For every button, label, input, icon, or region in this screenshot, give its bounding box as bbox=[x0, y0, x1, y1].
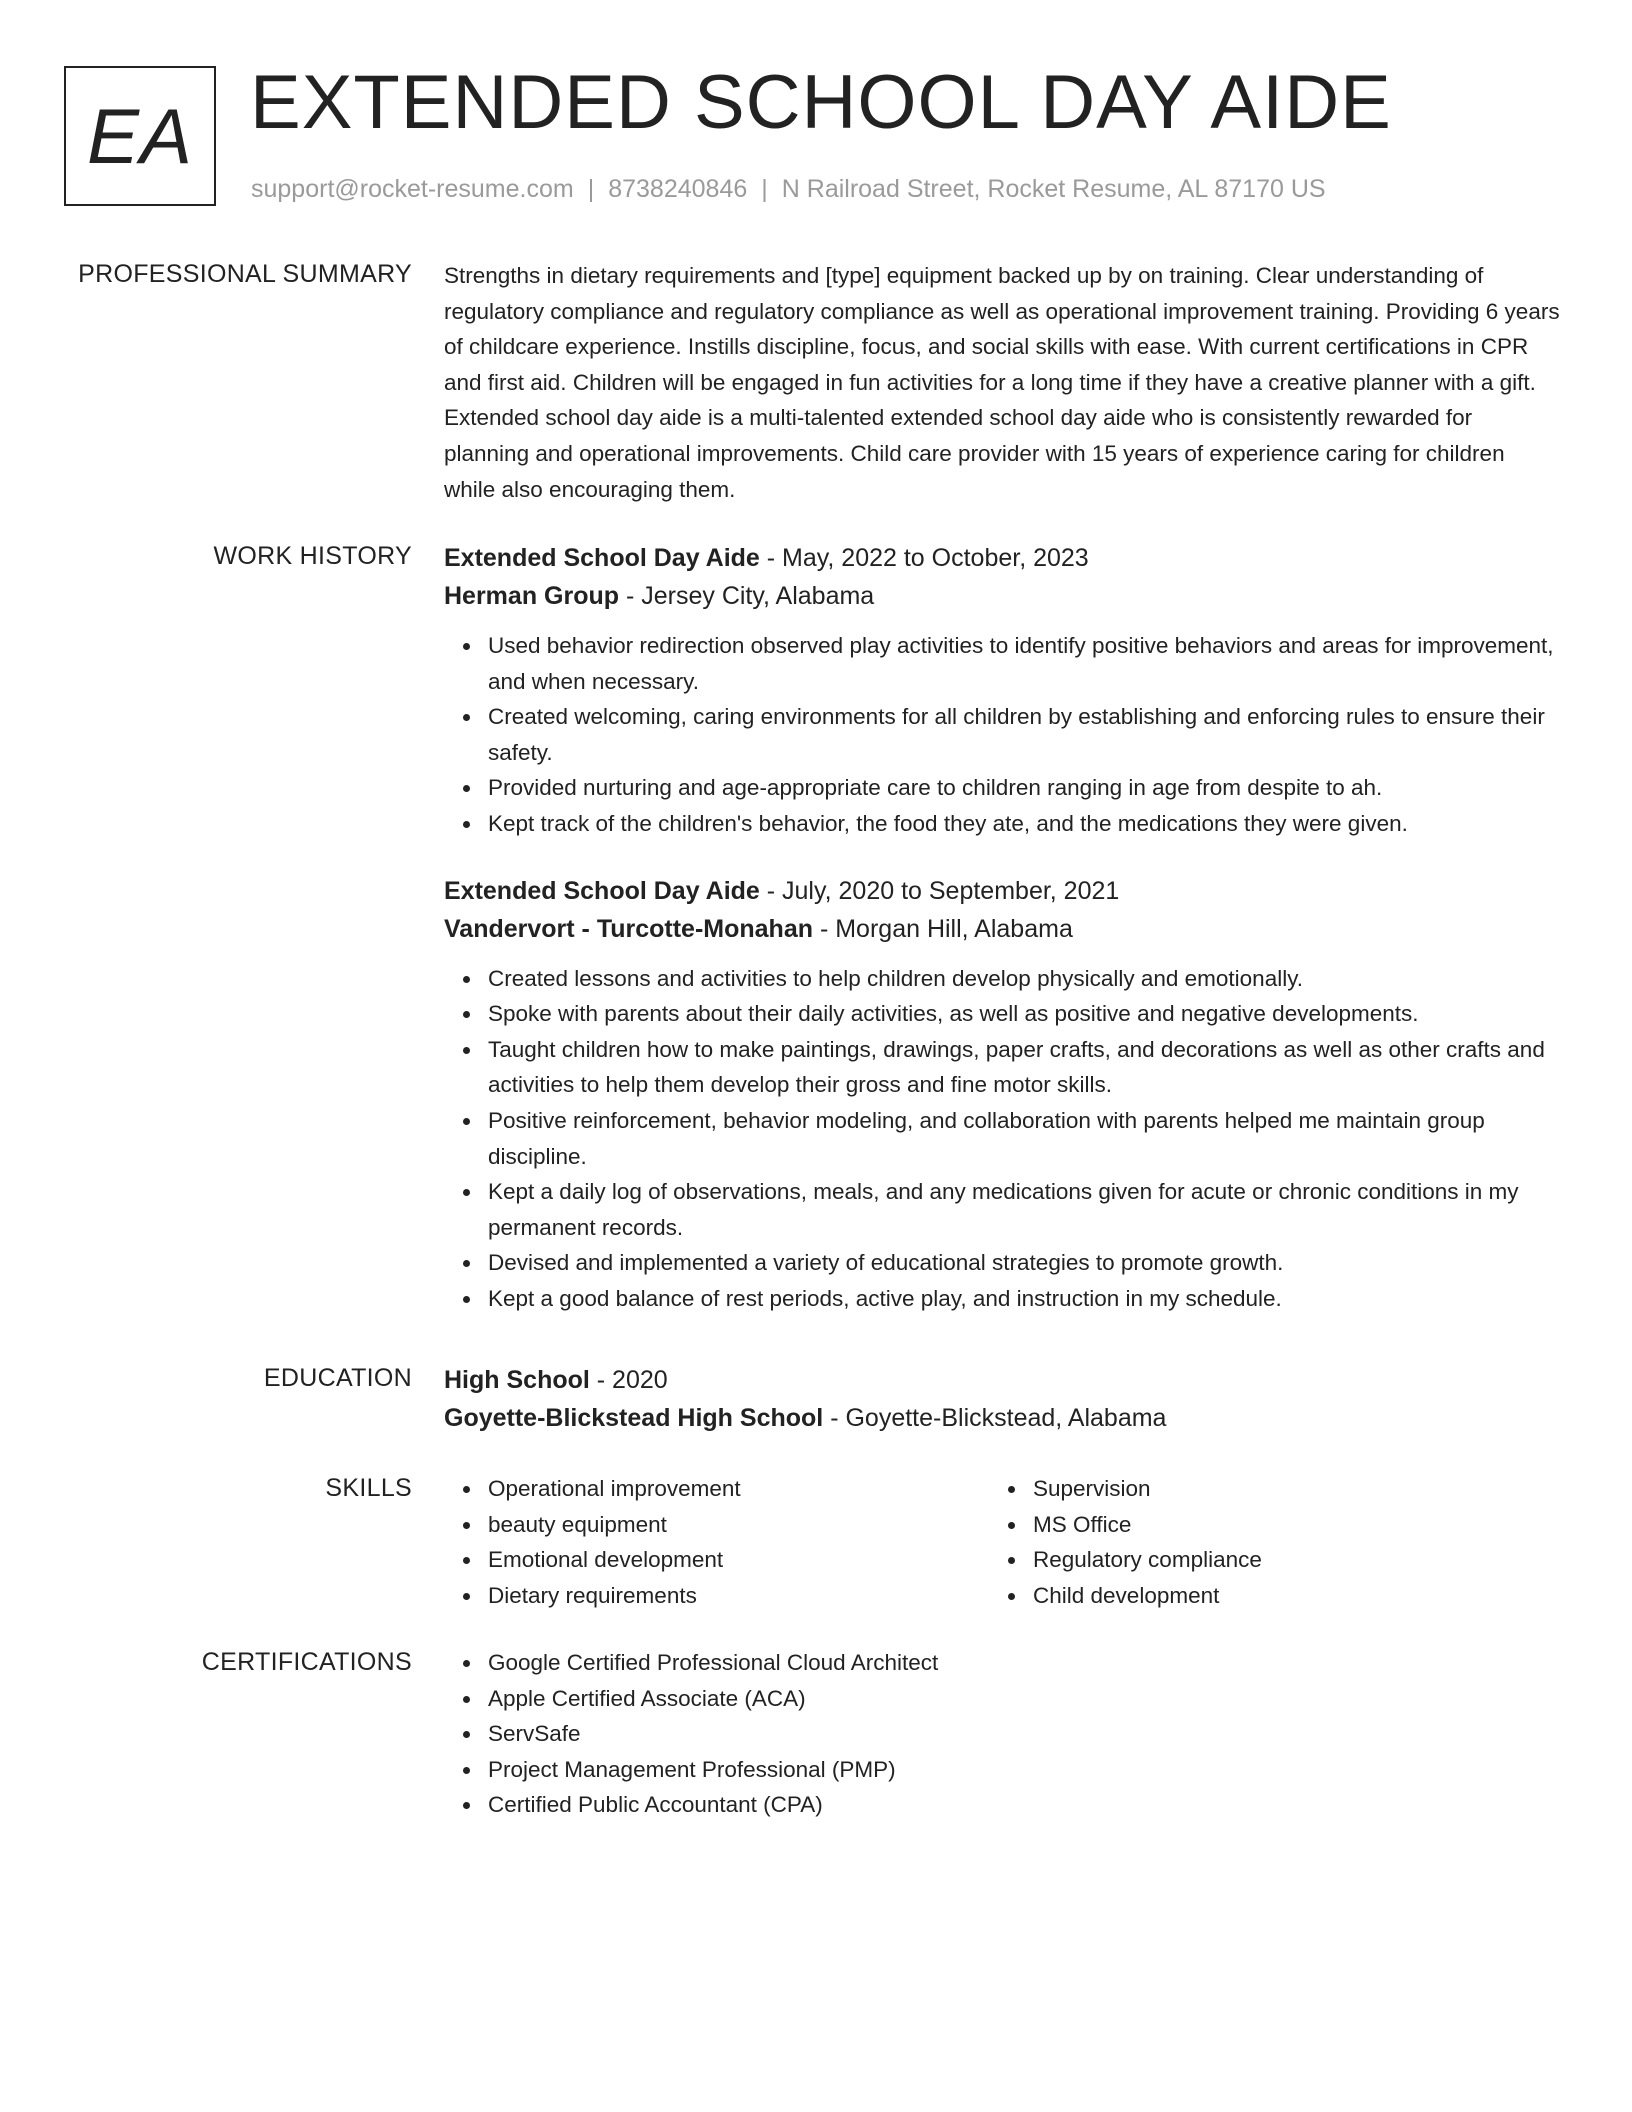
skill-item: Regulatory compliance bbox=[1033, 1542, 1534, 1578]
job-title: Extended School Day Aide bbox=[444, 544, 760, 572]
job-bullets bbox=[444, 961, 1560, 1317]
summary-body bbox=[444, 258, 1560, 507]
section-label-work-history: WORK HISTORY bbox=[213, 542, 412, 570]
job-dates: - May, 2022 to October, 2023 bbox=[759, 544, 1089, 572]
contact-address: N Railroad Street, Rocket Resume, AL 87170 US bbox=[781, 175, 1326, 203]
job-title: Extended School Day Aide bbox=[444, 876, 760, 905]
contact-separator: | bbox=[587, 175, 595, 203]
job-bullets bbox=[444, 628, 1560, 842]
skill-item: Child development bbox=[1033, 1578, 1534, 1614]
section-label-certifications: CERTIFICATIONS bbox=[201, 1648, 412, 1676]
job-entry bbox=[444, 872, 1560, 1317]
education-school-line bbox=[444, 1399, 1560, 1437]
skills-body bbox=[444, 1471, 1560, 1613]
certification-item: Certified Public Accountant (CPA) bbox=[488, 1787, 1560, 1823]
skill-item: Emotional development bbox=[488, 1542, 989, 1578]
education-school: Goyette-Blickstead High School bbox=[444, 1404, 824, 1432]
job-bullet: Positive reinforcement, behavior modeling, and collaboration with parents helped me maintain group discipline. bbox=[488, 1103, 1560, 1174]
job-location: - Jersey City, Alabama bbox=[619, 582, 875, 610]
section-label-education: EDUCATION bbox=[263, 1364, 412, 1392]
job-company: Herman Group bbox=[444, 582, 620, 610]
skills-grid bbox=[444, 1471, 1560, 1613]
job-bullet: Kept track of the children's behavior, the food they ate, and the medications they were given. bbox=[488, 806, 1560, 842]
resume-name: EXTENDED SCHOOL DAY AIDE bbox=[250, 60, 1392, 145]
education-body bbox=[444, 1361, 1560, 1437]
job-bullet: Taught children how to make paintings, drawings, paper crafts, and decorations as well as other crafts and activities to help them develop their gross and fine motor skills. bbox=[488, 1032, 1560, 1103]
job-bullet: Provided nurturing and age-appropriate care to children ranging in age from despite to ah. bbox=[488, 770, 1560, 806]
section-label-skills: SKILLS bbox=[325, 1474, 412, 1502]
contact-phone[interactable]: 8738240846 bbox=[608, 175, 748, 203]
certification-item: Project Management Professional (PMP) bbox=[488, 1752, 1560, 1788]
certification-item: ServSafe bbox=[488, 1716, 1560, 1752]
job-dates: - July, 2020 to September, 2021 bbox=[759, 876, 1120, 905]
skill-item: Operational improvement bbox=[488, 1471, 989, 1507]
education-location: - Goyette-Blickstead, Alabama bbox=[823, 1404, 1167, 1432]
job-bullet: Devised and implemented a variety of educational strategies to promote growth. bbox=[488, 1245, 1560, 1281]
certifications-list bbox=[444, 1645, 1560, 1823]
contact-email[interactable]: support@rocket-resume.com bbox=[251, 175, 574, 203]
summary-text: Strengths in dietary requirements and [type] equipment backed up by on training. Clear understanding of regulatory compliance and regulatory compliance as well as operational improvement training. Providing 6 years of childcare experience. Instills discipline, focus, and social skills with ease. With current certifications in CPR and first aid. Children will be engaged in fun activities for a long time if they have a creative planner with a gift. Extended school day aide is a multi-talented extended school day aide who is consistently rewarded for planning and operational improvements. Child care provider with 15 years of experience caring for children while also encouraging them. bbox=[444, 263, 1560, 502]
contact-line bbox=[251, 172, 1326, 206]
education-degree-line bbox=[444, 1361, 1560, 1399]
job-company-line bbox=[444, 910, 1560, 948]
job-bullet: Kept a good balance of rest periods, active play, and instruction in my schedule. bbox=[488, 1281, 1560, 1317]
job-location: - Morgan Hill, Alabama bbox=[813, 914, 1073, 943]
skill-item: Supervision bbox=[1033, 1471, 1534, 1507]
job-entry bbox=[444, 539, 1560, 842]
monogram-initials: EA bbox=[86, 91, 194, 180]
skills-column-left bbox=[444, 1471, 989, 1613]
certification-item: Apple Certified Associate (ACA) bbox=[488, 1681, 1560, 1717]
job-title-line bbox=[444, 539, 1560, 577]
section-label-summary: PROFESSIONAL SUMMARY bbox=[78, 260, 412, 288]
skill-item: MS Office bbox=[1033, 1507, 1534, 1543]
job-company-line bbox=[444, 577, 1560, 615]
skills-column-right bbox=[989, 1471, 1534, 1613]
job-bullet: Created welcoming, caring environments for all children by establishing and enforcing rules to ensure their safety. bbox=[488, 699, 1560, 770]
job-bullet: Used behavior redirection observed play activities to identify positive behaviors and areas for improvement, and when necessary. bbox=[488, 628, 1560, 699]
work-history-body bbox=[444, 539, 1560, 1317]
job-company: Vandervort - Turcotte-Monahan bbox=[444, 914, 814, 943]
education-degree: High School bbox=[444, 1366, 590, 1394]
job-bullet: Spoke with parents about their daily activities, as well as positive and negative developments. bbox=[488, 996, 1560, 1032]
skill-item: beauty equipment bbox=[488, 1507, 989, 1543]
job-title-line bbox=[444, 872, 1560, 910]
contact-separator: | bbox=[761, 175, 768, 203]
certifications-body bbox=[444, 1645, 1560, 1823]
monogram-box bbox=[64, 66, 216, 206]
skill-item: Dietary requirements bbox=[488, 1578, 989, 1614]
certification-item: Google Certified Professional Cloud Architect bbox=[488, 1645, 1560, 1681]
job-bullet: Kept a daily log of observations, meals, and any medications given for acute or chronic conditions in my permanent records. bbox=[488, 1174, 1560, 1245]
education-year: - 2020 bbox=[589, 1366, 668, 1394]
job-bullet: Created lessons and activities to help children develop physically and emotionally. bbox=[488, 961, 1560, 997]
